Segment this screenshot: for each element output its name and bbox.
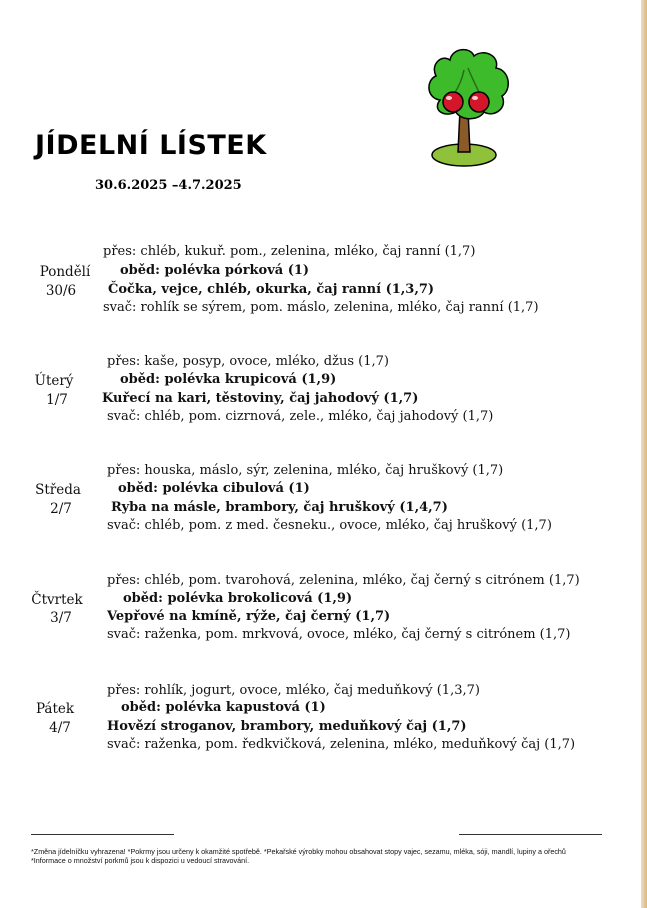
day-name-friday: Pátek [35, 701, 75, 717]
day-date-friday: 4/7 [49, 720, 71, 736]
soup-tuesday: oběd: polévka krupicová (1,9) [120, 372, 337, 387]
soup-friday: oběd: polévka kapustová (1) [121, 700, 326, 715]
footnote-line-1: *Změna jídelníčku vyhrazena! *Pokrmy jsou určeny k okamžité spotřebě. *Pekařské výrobky mohou obsahovat stopy vajec, sezamu, mléka, sóji, mandlí, lupiny a ořechů [31, 847, 566, 856]
soup-thursday: oběd: polévka brokolicová (1,9) [123, 591, 353, 606]
day-name-thursday: Čtvrtek [31, 592, 83, 608]
day-name-monday: Pondělí [39, 264, 91, 280]
breakfast-monday: přes: chléb, kukuř. pom., zelenina, mléko, čaj ranní (1,7) [103, 244, 476, 259]
signature-line-left [31, 834, 174, 835]
signature-line-right [459, 834, 602, 835]
snack-wednesday: svač: chléb, pom. z med. česneku., ovoce, mléko, čaj hruškový (1,7) [107, 518, 552, 533]
snack-thursday: svač: raženka, pom. mrkvová, ovoce, mléko, čaj černý s citrónem (1,7) [107, 627, 571, 642]
breakfast-wednesday: přes: houska, máslo, sýr, zelenina, mléko, čaj hruškový (1,7) [107, 463, 504, 478]
day-date-monday: 30/6 [45, 283, 77, 299]
day-name-wednesday: Středa [35, 482, 81, 498]
footnote-line-2: *Informace o množství porkmů jsou k dispozici u vedoucí stravování. [31, 856, 250, 865]
day-date-wednesday: 2/7 [50, 501, 72, 517]
breakfast-friday: přes: rohlík, jogurt, ovoce, mléko, čaj meduňkový (1,3,7) [107, 683, 480, 698]
snack-tuesday: svač: chléb, pom. cizrnová, zele., mléko, čaj jahodový (1,7) [107, 409, 494, 424]
soup-wednesday: oběd: polévka cibulová (1) [118, 481, 310, 496]
breakfast-tuesday: přes: kaše, posyp, ovoce, mléko, džus (1,7) [107, 354, 389, 369]
breakfast-thursday: přes: chléb, pom. tvarohová, zelenina, mléko, čaj černý s citrónem (1,7) [107, 573, 580, 588]
day-date-thursday: 3/7 [50, 610, 72, 626]
main-tuesday: Kuřecí na kari, těstoviny, čaj jahodový (1,7) [102, 391, 419, 406]
day-name-tuesday: Úterý [34, 373, 74, 389]
soup-monday: oběd: polévka pórková (1) [120, 263, 310, 278]
page-title: JÍDELNÍ LÍSTEK [35, 130, 267, 161]
main-monday: Čočka, vejce, chléb, okurka, čaj ranní (1,3,7) [108, 282, 435, 297]
snack-friday: svač: raženka, pom. ředkvičková, zelenina, mléko, meduňkový čaj (1,7) [107, 737, 576, 752]
main-thursday: Vepřové na kmíně, rýže, čaj černý (1,7) [107, 609, 391, 624]
day-date-tuesday: 1/7 [46, 392, 68, 408]
cherry-tree-logo [418, 40, 518, 170]
main-wednesday: Ryba na másle, brambory, čaj hruškový (1,4,7) [111, 500, 448, 515]
main-friday: Hovězí stroganov, brambory, meduňkový čaj (1,7) [107, 719, 467, 734]
date-range: 30.6.2025 –4.7.2025 [95, 178, 242, 193]
page-edge [641, 0, 647, 908]
snack-monday: svač: rohlík se sýrem, pom. máslo, zelenina, mléko, čaj ranní (1,7) [103, 300, 539, 315]
